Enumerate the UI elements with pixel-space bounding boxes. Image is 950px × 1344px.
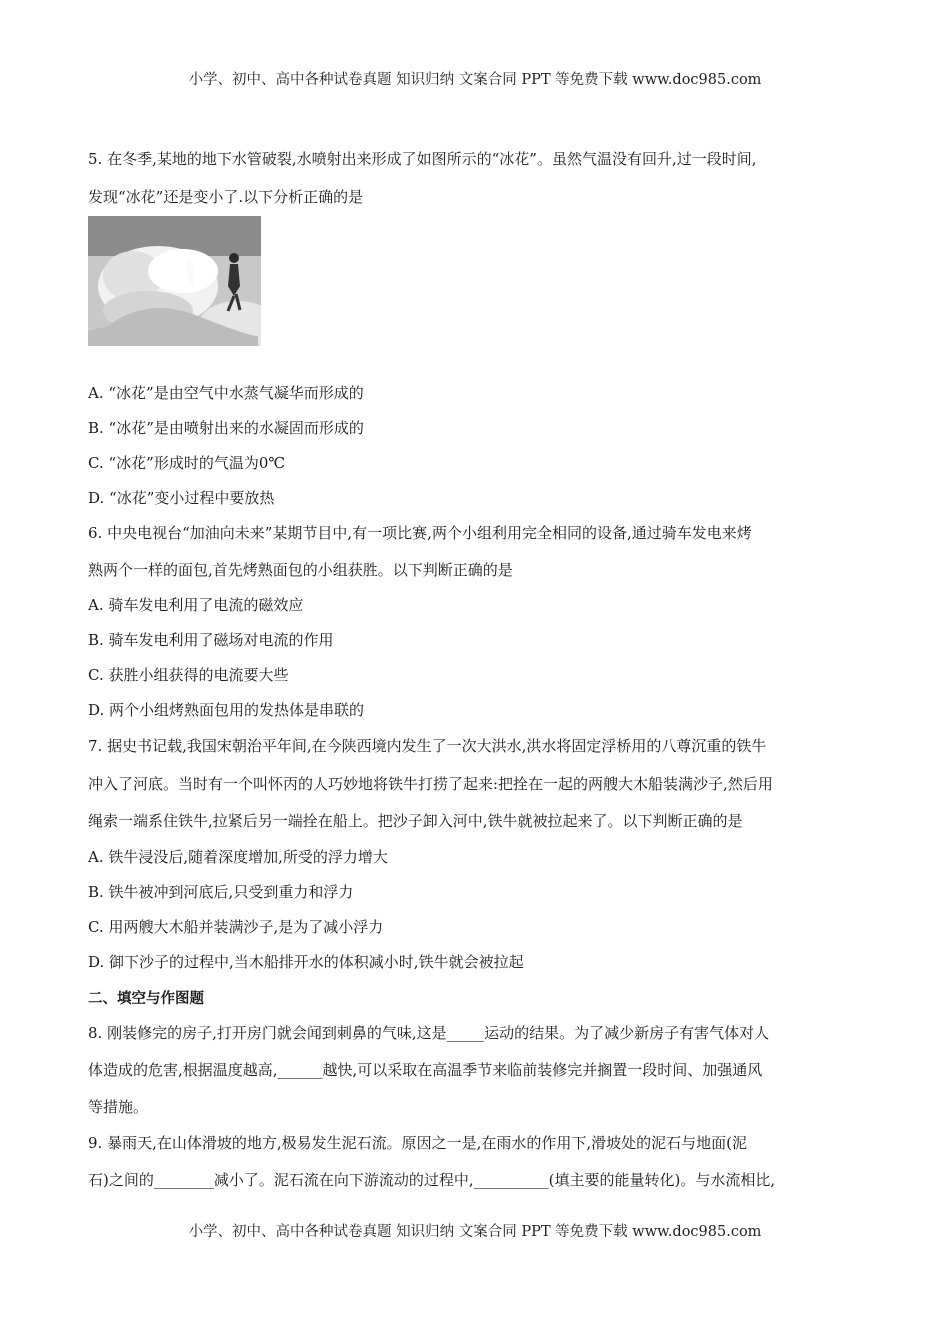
page-header: 小学、初中、高中各种试卷真题 知识归纳 文案合同 PPT 等免费下载 www.doc985.com — [188, 72, 762, 88]
q5-option-d: D. “冰花”变小过程中要放热 — [88, 489, 275, 507]
q8-stem-line3: 等措施。 — [88, 1098, 149, 1116]
q5-stem-line1: 5. 在冬季,某地的地下水管破裂,水喷射出来形成了如图所示的“冰花”。虽然气温没有回升,过一段时间, — [88, 150, 757, 168]
q9-stem-line1: 9. 暴雨天,在山体滑坡的地方,极易发生泥石流。原因之一是,在雨水的作用下,滑坡处的泥石与地面(泥 — [88, 1134, 748, 1152]
q7-option-d: D. 御下沙子的过程中,当木船排开水的体积减小时,铁牛就会被拉起 — [88, 953, 524, 971]
q7-stem-line1: 7. 据史书记载,我国宋朝治平年间,在今陕西境内发生了一次大洪水,洪水将固定浮桥用的八尊沉重的铁牛 — [88, 737, 767, 755]
q8-stem-line1: 8. 刚装修完的房子,打开房门就会闻到刺鼻的气味,这是_____运动的结果。为了减少新房子有害气体对人 — [88, 1024, 770, 1042]
q6-stem-line2: 熟两个一样的面包,首先烤熟面包的小组获胜。以下判断正确的是 — [88, 561, 513, 579]
q5-option-c: C. “冰花”形成时的气温为0℃ — [88, 454, 286, 472]
section-title: 二、填空与作图题 — [88, 991, 204, 1007]
ice-flower-photo — [88, 216, 261, 346]
q6-option-a: A. 骑车发电利用了电流的磁效应 — [88, 596, 304, 614]
q5-option-a: A. “冰花”是由空气中水蒸气凝华而形成的 — [88, 384, 364, 402]
q9-stem-line2: 石)之间的________减小了。泥石流在向下游流动的过程中,__________(填主要的能量转化)。与水流相比, — [88, 1171, 776, 1189]
q7-stem-line2: 冲入了河底。当时有一个叫怀丙的人巧妙地将铁牛打捞了起来:把拴在一起的两艘大木船装满沙子,然后用 — [88, 775, 773, 793]
q7-option-b: B. 铁牛被冲到河底后,只受到重力和浮力 — [88, 883, 354, 901]
q7-option-c: C. 用两艘大木船并装满沙子,是为了减小浮力 — [88, 918, 384, 936]
q6-option-c: C. 获胜小组获得的电流要大些 — [88, 666, 289, 684]
ice-flower-image — [88, 216, 261, 346]
q8-stem-line2: 体造成的危害,根据温度越高,______越快,可以采取在高温季节来临前装修完并搁置一段时间、加强通风 — [88, 1061, 763, 1079]
q7-option-a: A. 铁牛浸没后,随着深度增加,所受的浮力增大 — [88, 848, 388, 866]
q6-stem-line1: 6. 中央电视台“加油向未来”某期节目中,有一项比赛,两个小组利用完全相同的设备,通过骑车发电来烤 — [88, 524, 752, 542]
page-footer: 小学、初中、高中各种试卷真题 知识归纳 文案合同 PPT 等免费下载 www.doc985.com — [188, 1224, 762, 1240]
q5-option-b: B. “冰花”是由喷射出来的水凝固而形成的 — [88, 419, 364, 437]
q7-stem-line3: 绳索一端系住铁牛,拉紧后另一端拴在船上。把沙子卸入河中,铁牛就被拉起来了。以下判断正确的是 — [88, 812, 743, 830]
q6-option-b: B. 骑车发电利用了磁场对电流的作用 — [88, 631, 334, 649]
q6-option-d: D. 两个小组烤熟面包用的发热体是串联的 — [88, 701, 365, 719]
q5-stem-line2: 发现“冰花”还是变小了.以下分析正确的是 — [88, 188, 364, 206]
